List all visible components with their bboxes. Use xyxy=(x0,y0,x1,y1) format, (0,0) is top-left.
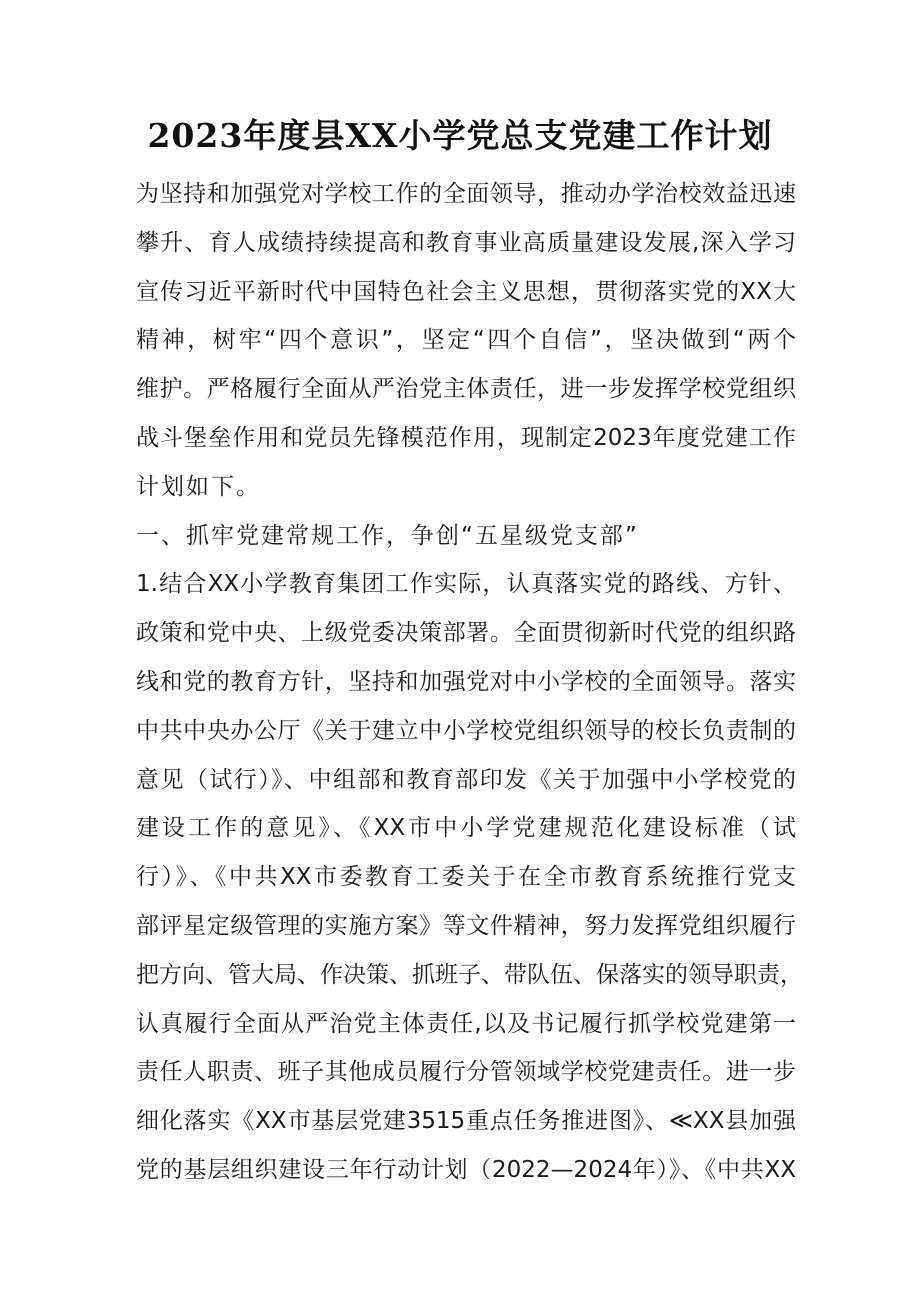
paragraph-line: 政策和党中央、上级党委决策部署。全面贯彻新时代党的组织路 xyxy=(136,620,796,647)
paragraph-line: 为坚持和加强党对学校工作的全面领导，推动办学治校效益迅速 xyxy=(136,181,796,207)
paragraph-line: 攀升、育人成绩持续提高和教育事业高质量建设发展,深入学习 xyxy=(136,229,796,256)
paragraph-line: 精神，树牢“四个意识”，坚定“四个自信”，坚决做到“两个 xyxy=(136,327,796,354)
paragraph-line: 线和党的教育方针，坚持和加强党对中小学校的全面领导。落实 xyxy=(136,668,796,695)
paragraph-line: 行）》、《中共XX市委教育工委关于在全市教育系统推行党支 xyxy=(136,864,796,891)
paragraph-line: 建设工作的意见》、《XX市中小学党建规范化建设标准（试 xyxy=(136,815,796,842)
paragraph-line: 细化落实《XX市基层党建3515重点任务推进图》、≪XX县加强 xyxy=(136,1108,796,1135)
paragraph-line: 维护。严格履行全面从严治党主体责任，进一步发挥学校党组织 xyxy=(136,376,796,403)
paragraph-line: 1.结合XX小学教育集团工作实际，认真落实党的路线、方针、 xyxy=(136,571,796,598)
document-body xyxy=(136,170,803,1195)
paragraph-line: 责任人职责、班子其他成员履行分管领域学校党建责任。进一步 xyxy=(136,1059,796,1086)
paragraph-line: 意见（试行）》、中组部和教育部印发《关于加强中小学校党的 xyxy=(136,766,796,793)
paragraph-line: 计划如下。 xyxy=(136,473,261,500)
paragraph-line: 认真履行全面从严治党主体责任,以及书记履行抓学校党建第一 xyxy=(136,1010,796,1037)
paragraph-line: 中共中央办公厅《关于建立中小学校党组织领导的校长负责制的 xyxy=(136,717,796,744)
section-heading: 一、抓牢党建常规工作，争创“五星级党支部” xyxy=(136,522,639,549)
paragraph-line: 党的基层组织建设三年行动计划（2022—2024年）》、《中共XX xyxy=(136,1156,796,1183)
document-title: 2023年度县XX小学党总支党建工作计划 xyxy=(147,116,773,155)
paragraph-line: 宣传习近平新时代中国特色社会主义思想，贯彻落实党的XX大 xyxy=(136,278,796,305)
paragraph-line: 把方向、管大局、作决策、抓班子、带队伍、保落实的领导职责， xyxy=(136,961,803,988)
paragraph-line: 战斗堡垒作用和党员先锋模范作用，现制定2023年度党建工作 xyxy=(136,424,796,451)
paragraph-line: 部评星定级管理的实施方案》等文件精神，努力发挥党组织履行 xyxy=(136,912,796,939)
